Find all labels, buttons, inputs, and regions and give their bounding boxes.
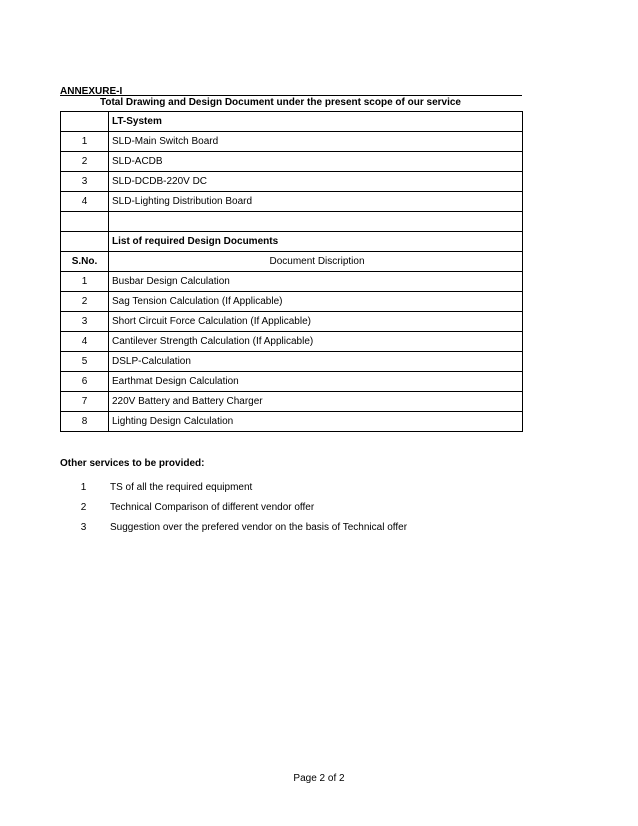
empty-cell (109, 212, 523, 232)
row-description: SLD-DCDB-220V DC (109, 172, 523, 192)
table-heading-text: Total Drawing and Design Document under the present scope of our service (100, 97, 461, 108)
table-row (61, 352, 523, 372)
lt-system-label: LT-System (109, 112, 523, 132)
table-row (61, 332, 523, 352)
table-row (61, 312, 523, 332)
row-description: Sag Tension Calculation (If Applicable) (109, 292, 523, 312)
row-description: Cantilever Strength Calculation (If Applicable) (109, 332, 523, 352)
row-number: 1 (61, 272, 109, 292)
row-number: 3 (61, 172, 109, 192)
service-number: 3 (80, 522, 87, 533)
description-column-header: Document Discription (109, 252, 523, 272)
table-row (61, 172, 523, 192)
table-row (61, 132, 523, 152)
empty-cell (61, 112, 109, 132)
row-description: Busbar Design Calculation (109, 272, 523, 292)
row-number: 7 (61, 392, 109, 412)
document-table (60, 111, 523, 432)
table-heading (60, 95, 522, 111)
annexure-title: ANNEXURE-I (60, 86, 123, 97)
table-row (61, 192, 523, 212)
row-number: 8 (61, 412, 109, 432)
service-text: Suggestion over the prefered vendor on the basis of Technical offer (110, 522, 408, 533)
sno-column-header: S.No. (61, 252, 109, 272)
row-description: DSLP-Calculation (109, 352, 523, 372)
row-number: 2 (61, 292, 109, 312)
service-text: Technical Comparison of different vendor offer (110, 502, 315, 513)
row-number: 3 (61, 312, 109, 332)
row-number: 1 (61, 132, 109, 152)
row-description: SLD-ACDB (109, 152, 523, 172)
table-row (61, 372, 523, 392)
design-docs-label: List of required Design Documents (109, 232, 523, 252)
other-services-heading: Other services to be provided: (60, 458, 205, 469)
row-description: Lighting Design Calculation (109, 412, 523, 432)
table-row (61, 272, 523, 292)
row-description: Earthmat Design Calculation (109, 372, 523, 392)
table-row (61, 392, 523, 412)
row-description: SLD-Main Switch Board (109, 132, 523, 152)
service-text: TS of all the required equipment (110, 482, 253, 493)
design-docs-header-row (61, 232, 523, 252)
row-number: 5 (61, 352, 109, 372)
table-row (61, 152, 523, 172)
service-number: 1 (80, 482, 87, 493)
table-row (61, 412, 523, 432)
empty-cell (61, 232, 109, 252)
row-number: 4 (61, 192, 109, 212)
row-number: 6 (61, 372, 109, 392)
row-description: Short Circuit Force Calculation (If Applicable) (109, 312, 523, 332)
column-header-row (61, 252, 523, 272)
lt-system-header-row (61, 112, 523, 132)
row-description: SLD-Lighting Distribution Board (109, 192, 523, 212)
empty-cell (61, 212, 109, 232)
table-row (61, 292, 523, 312)
row-number: 4 (61, 332, 109, 352)
service-number: 2 (80, 502, 87, 513)
row-description: 220V Battery and Battery Charger (109, 392, 523, 412)
row-number: 2 (61, 152, 109, 172)
page-footer: Page 2 of 2 (293, 773, 345, 784)
blank-row (61, 212, 523, 232)
